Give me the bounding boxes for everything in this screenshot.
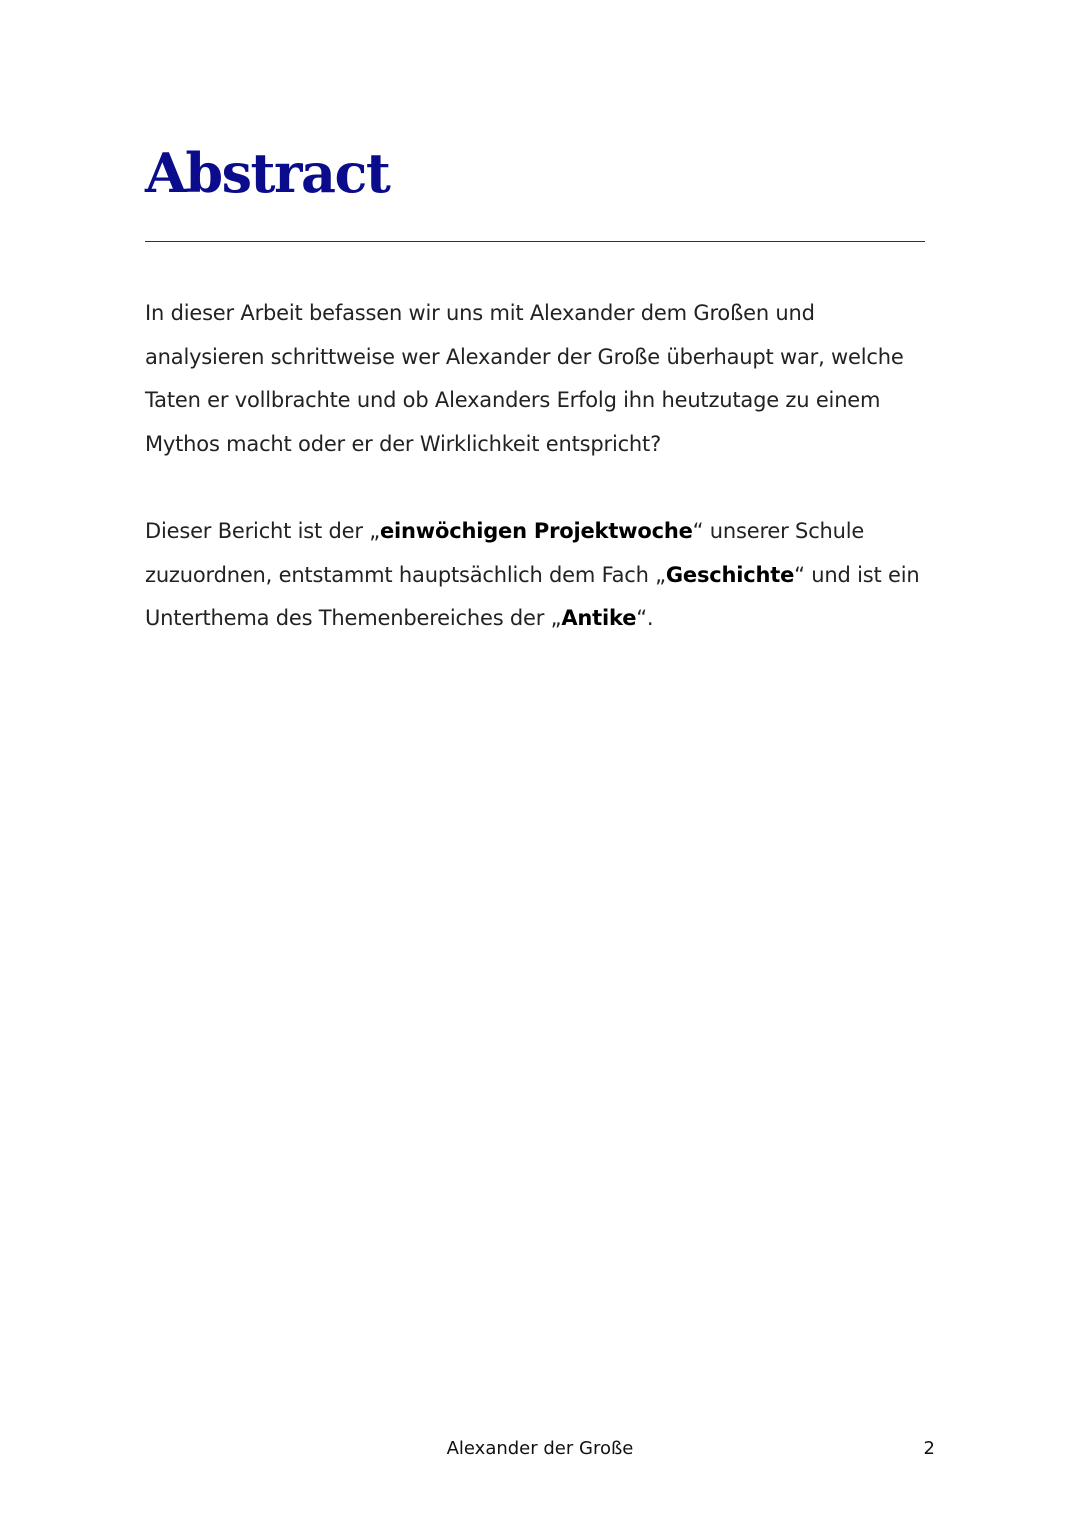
paragraph-2-text-2: “ unserer Schule zuzuordnen, entstammt hauptsächlich dem Fach „ xyxy=(145,519,865,587)
page-title: Abstract xyxy=(145,141,390,205)
paragraph-2-text-4: “. xyxy=(636,606,654,631)
abstract-paragraph-1: In dieser Arbeit befassen wir uns mit Alexander dem Großen und analysieren schrittweise wer Alexander der Große überhaupt war, welche Taten er vollbrachte und ob Alexanders Erfolg ihn heutzutage zu einem Mythos macht oder er der Wirklichkeit entspricht? xyxy=(145,301,904,456)
paragraph-2-text-1: Dieser Bericht ist der „ xyxy=(145,519,380,543)
bold-term-projektwoche: einwöchigen Projektwoche xyxy=(379,519,693,543)
page-number: 2 xyxy=(923,1438,935,1459)
paragraph-2-text-3: “ und ist ein Unterthema des Themenbereiches der „ xyxy=(145,562,920,631)
heading-divider xyxy=(145,241,925,242)
bold-term-geschichte: Geschichte xyxy=(665,562,795,587)
abstract-paragraph-2 xyxy=(145,510,935,641)
bold-term-antike: Antike xyxy=(561,606,637,631)
footer-title: Alexander der Große xyxy=(446,1438,634,1459)
